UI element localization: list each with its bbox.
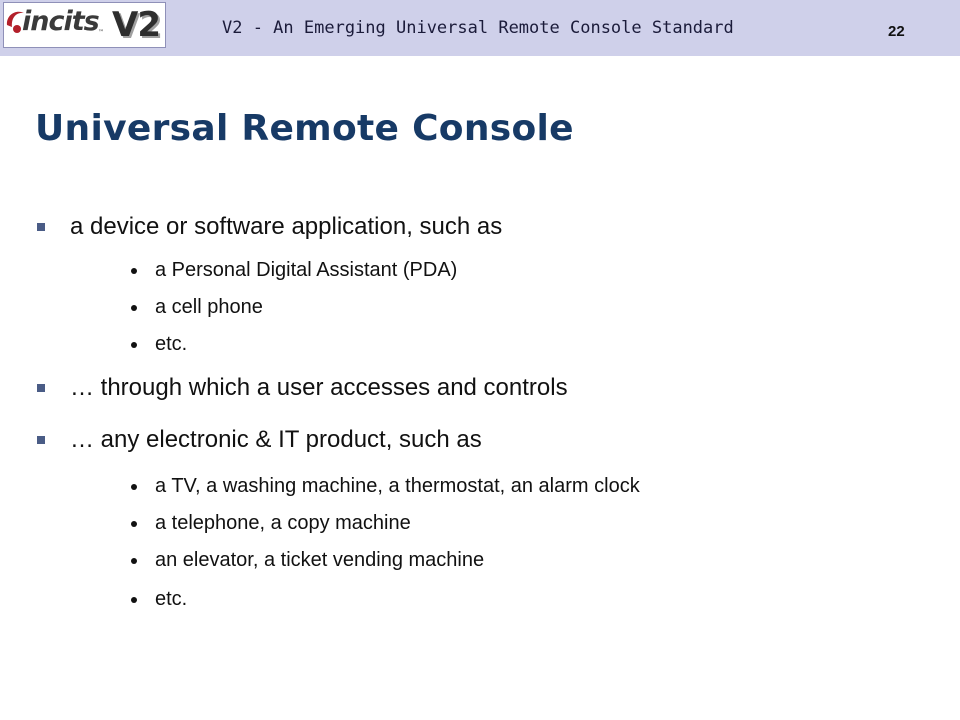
sub-bullet-item: a TV, a washing machine, a thermostat, an alarm clock (155, 475, 640, 497)
square-bullet-icon (37, 384, 45, 392)
bullet-item: … any electronic & IT product, such as (70, 426, 482, 453)
square-bullet-icon (37, 223, 45, 231)
sub-bullet-item: an elevator, a ticket vending machine (155, 549, 485, 571)
round-bullet-icon (131, 558, 137, 564)
header-title: V2 - An Emerging Universal Remote Console Standard (222, 18, 734, 38)
sub-bullet-item: etc. (155, 588, 188, 610)
round-bullet-icon (131, 597, 137, 603)
round-bullet-icon (131, 484, 137, 490)
page-number: 22 (888, 23, 905, 40)
slide-title: Universal Remote Console (35, 108, 574, 149)
v2-logo-badge: V2 (112, 5, 160, 45)
round-bullet-icon (131, 521, 137, 527)
round-bullet-icon (131, 268, 137, 274)
incits-logo-text: incits (22, 6, 99, 37)
sub-bullet-item: a cell phone (155, 296, 263, 318)
bullet-item: a device or software application, such as (70, 213, 503, 240)
round-bullet-icon (131, 342, 137, 348)
sub-bullet-item: etc. (155, 333, 188, 355)
square-bullet-icon (37, 436, 45, 444)
sub-bullet-item: a Personal Digital Assistant (PDA) (155, 259, 458, 281)
trademark-mark: ™ (98, 29, 104, 36)
bullet-item: … through which a user accesses and controls (70, 374, 568, 401)
sub-bullet-item: a telephone, a copy machine (155, 512, 411, 534)
round-bullet-icon (131, 305, 137, 311)
